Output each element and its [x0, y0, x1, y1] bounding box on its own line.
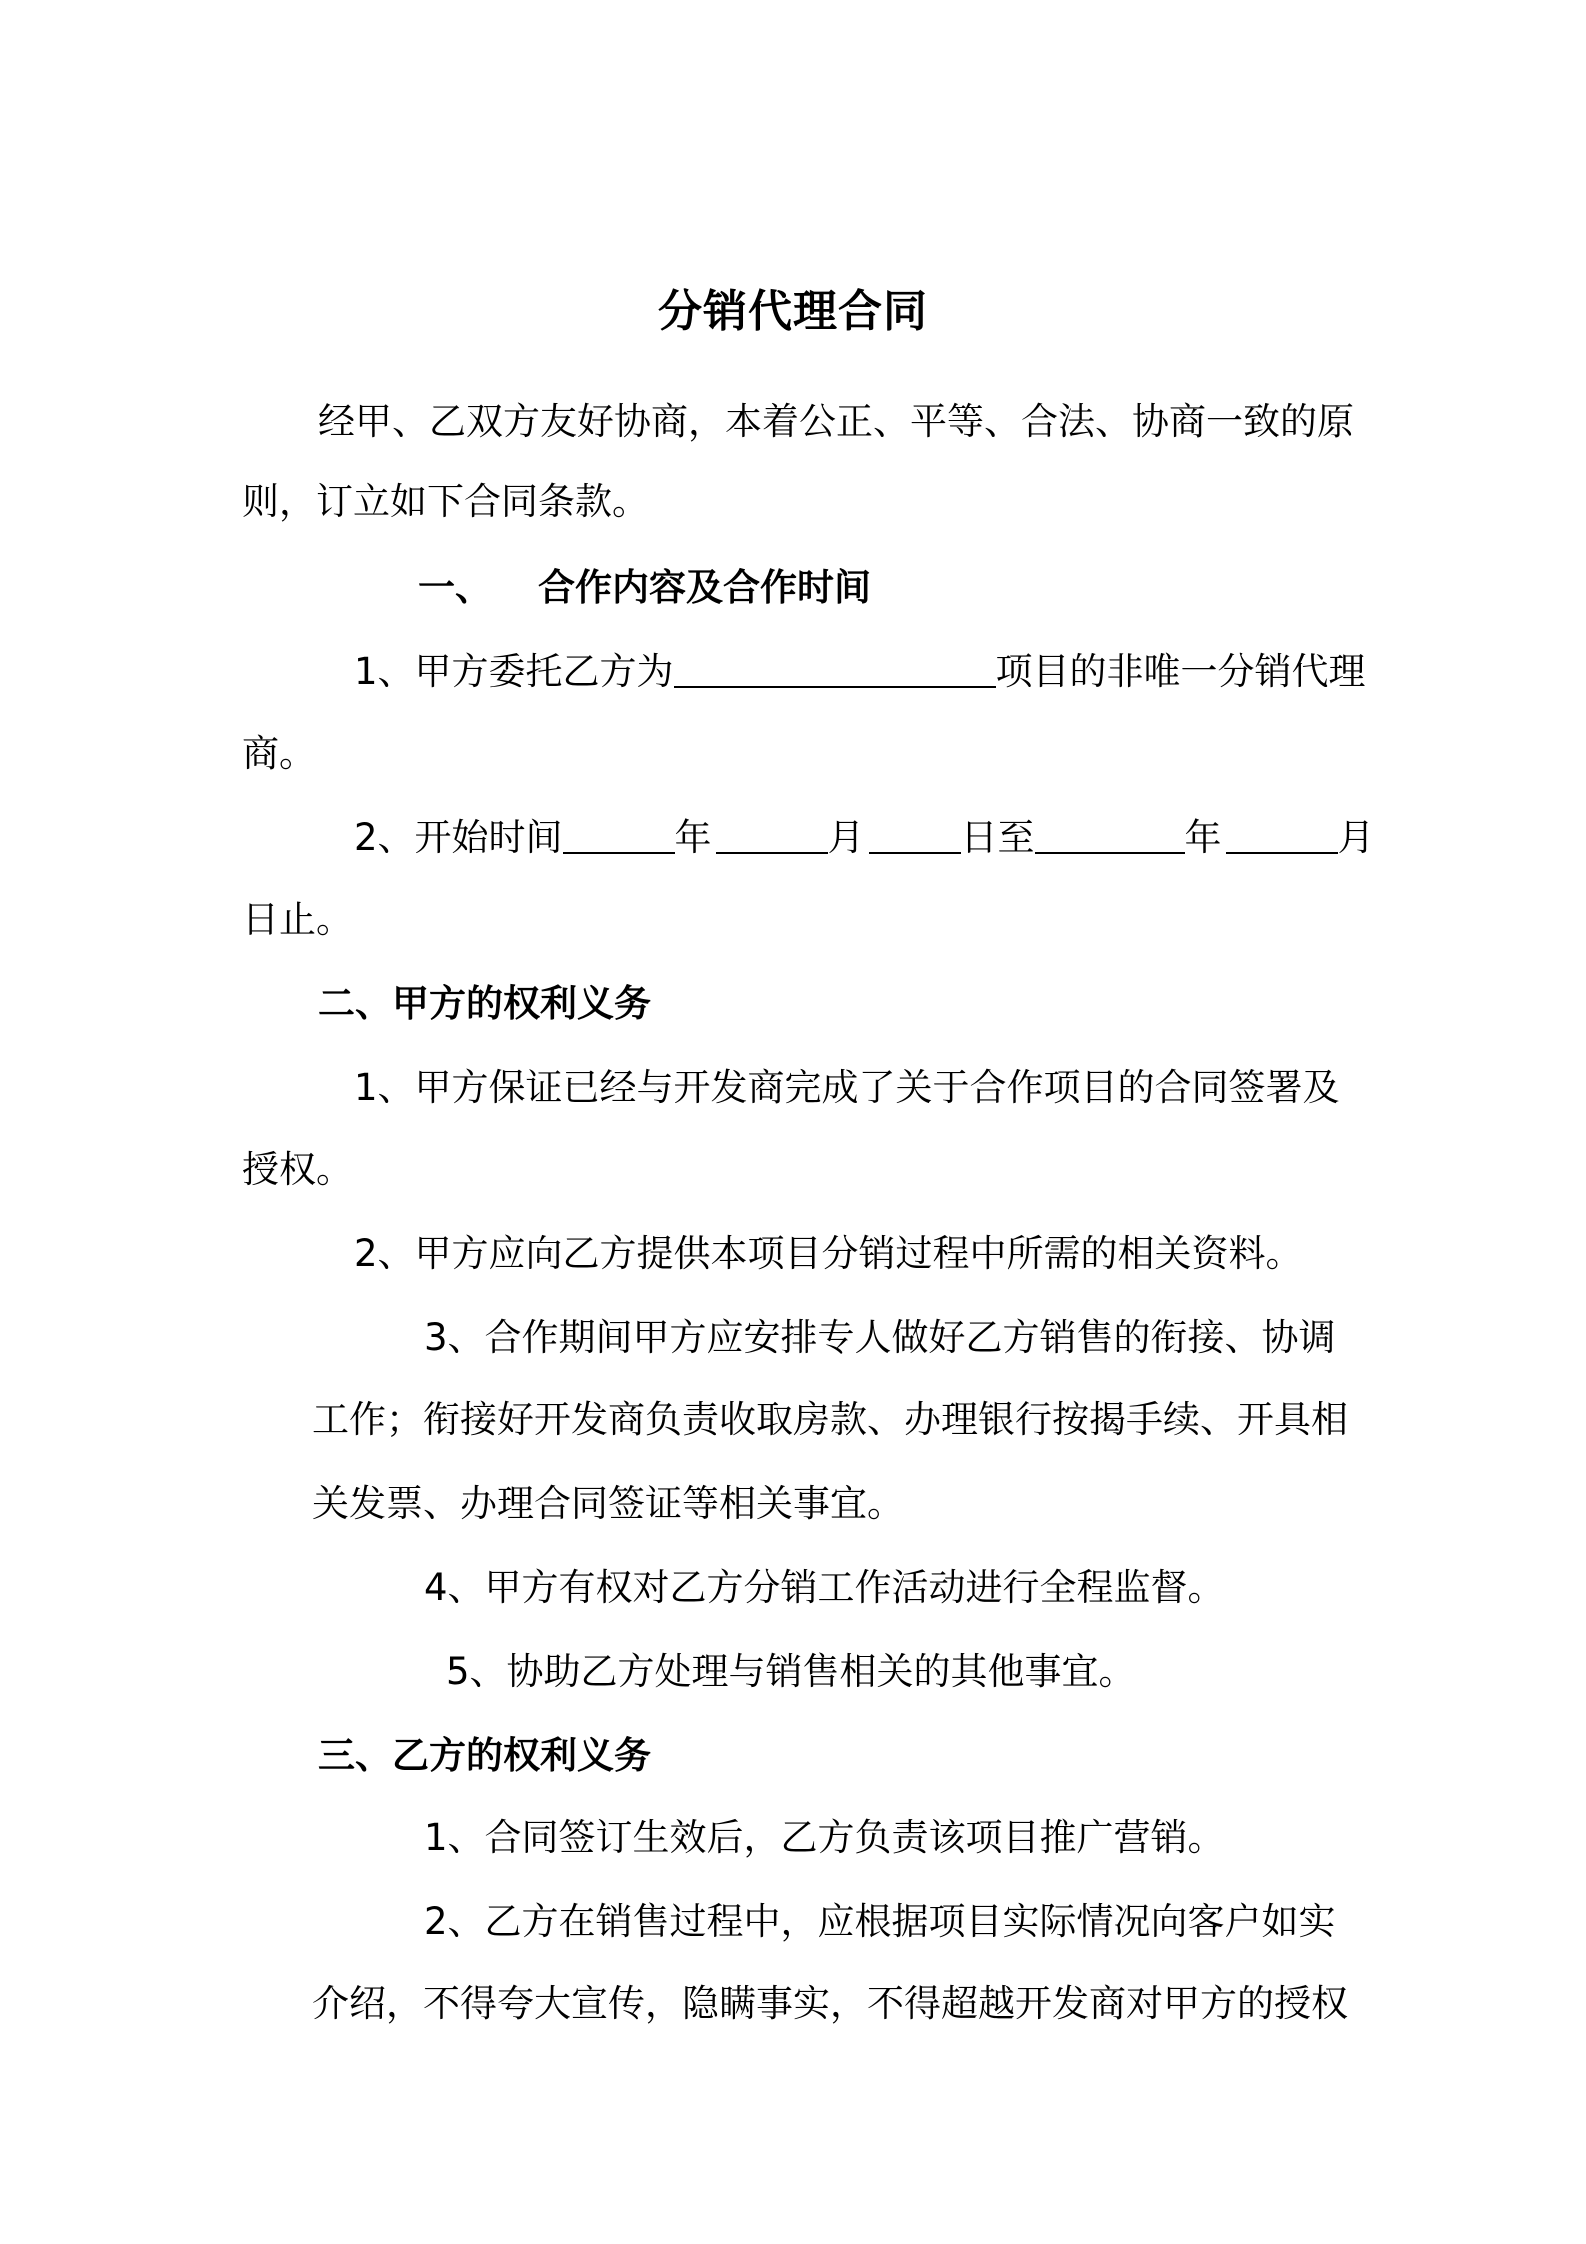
section-3-item-2: 2、乙方在销售过程中，应根据项目实际情况向客户如实: [424, 1900, 1336, 1943]
intro-line-2: 则，订立如下合同条款。: [242, 480, 649, 523]
section-3-heading: 三、乙方的权利义务: [318, 1734, 651, 1777]
section-3-item-1: 1、合同签订生效后，乙方负责该项目推广营销。: [424, 1816, 1225, 1859]
start-day-blank[interactable]: [869, 812, 961, 854]
start-year-blank[interactable]: [563, 812, 675, 854]
year-2-label: 年: [1184, 816, 1222, 859]
section-2-item-1: 1、甲方保证已经与开发商完成了关于合作项目的合同签署及: [354, 1066, 1340, 1109]
item-2-start-label: 2、开始时间: [354, 816, 563, 859]
start-month-blank[interactable]: [716, 812, 828, 854]
section-2-item-3: 3、合作期间甲方应安排专人做好乙方销售的衔接、协调: [424, 1316, 1336, 1359]
section-1-heading-number: 一、: [418, 566, 492, 609]
section-1-heading-text: 合作内容及合作时间: [538, 566, 871, 609]
item-1-prefix: 1、甲方委托乙方为: [354, 650, 674, 693]
year-label: 年: [674, 816, 712, 859]
section-1-item-1: [354, 644, 1366, 700]
section-2-item-2: 2、甲方应向乙方提供本项目分销过程中所需的相关资料。: [354, 1232, 1303, 1275]
document-title: 分销代理合同: [658, 286, 928, 337]
day-to-label: 日至: [960, 816, 1035, 859]
end-year-blank[interactable]: [1035, 812, 1185, 854]
section-1-heading: [418, 560, 871, 616]
section-2-item-3-cont-1: 工作；衔接好开发商负责收取房款、办理银行按揭手续、开具相: [312, 1398, 1348, 1441]
month-2-label: 月: [1337, 816, 1375, 859]
section-1-item-1-cont: 商。: [242, 732, 316, 775]
project-name-blank[interactable]: [674, 646, 996, 688]
intro-line-1: 经甲、乙双方友好协商，本着公正、平等、合法、协商一致的原: [318, 400, 1354, 443]
end-month-blank[interactable]: [1226, 812, 1338, 854]
section-2-item-1-cont: 授权。: [242, 1148, 353, 1191]
section-2-item-3-cont-2: 关发票、办理合同签证等相关事宜。: [312, 1482, 904, 1525]
item-1-suffix: 项目的非唯一分销代理: [995, 650, 1366, 693]
section-1-item-2: [354, 810, 1375, 866]
section-2-item-5: 5、协助乙方处理与销售相关的其他事宜。: [446, 1650, 1136, 1693]
section-2-heading: 二、甲方的权利义务: [318, 982, 651, 1025]
section-1-item-2-cont: 日止。: [242, 898, 353, 941]
section-3-item-2-cont: 介绍，不得夸大宣传，隐瞒事实，不得超越开发商对甲方的授权: [312, 1982, 1348, 2025]
month-label: 月: [827, 816, 865, 859]
section-2-item-4: 4、甲方有权对乙方分销工作活动进行全程监督。: [424, 1566, 1225, 1609]
